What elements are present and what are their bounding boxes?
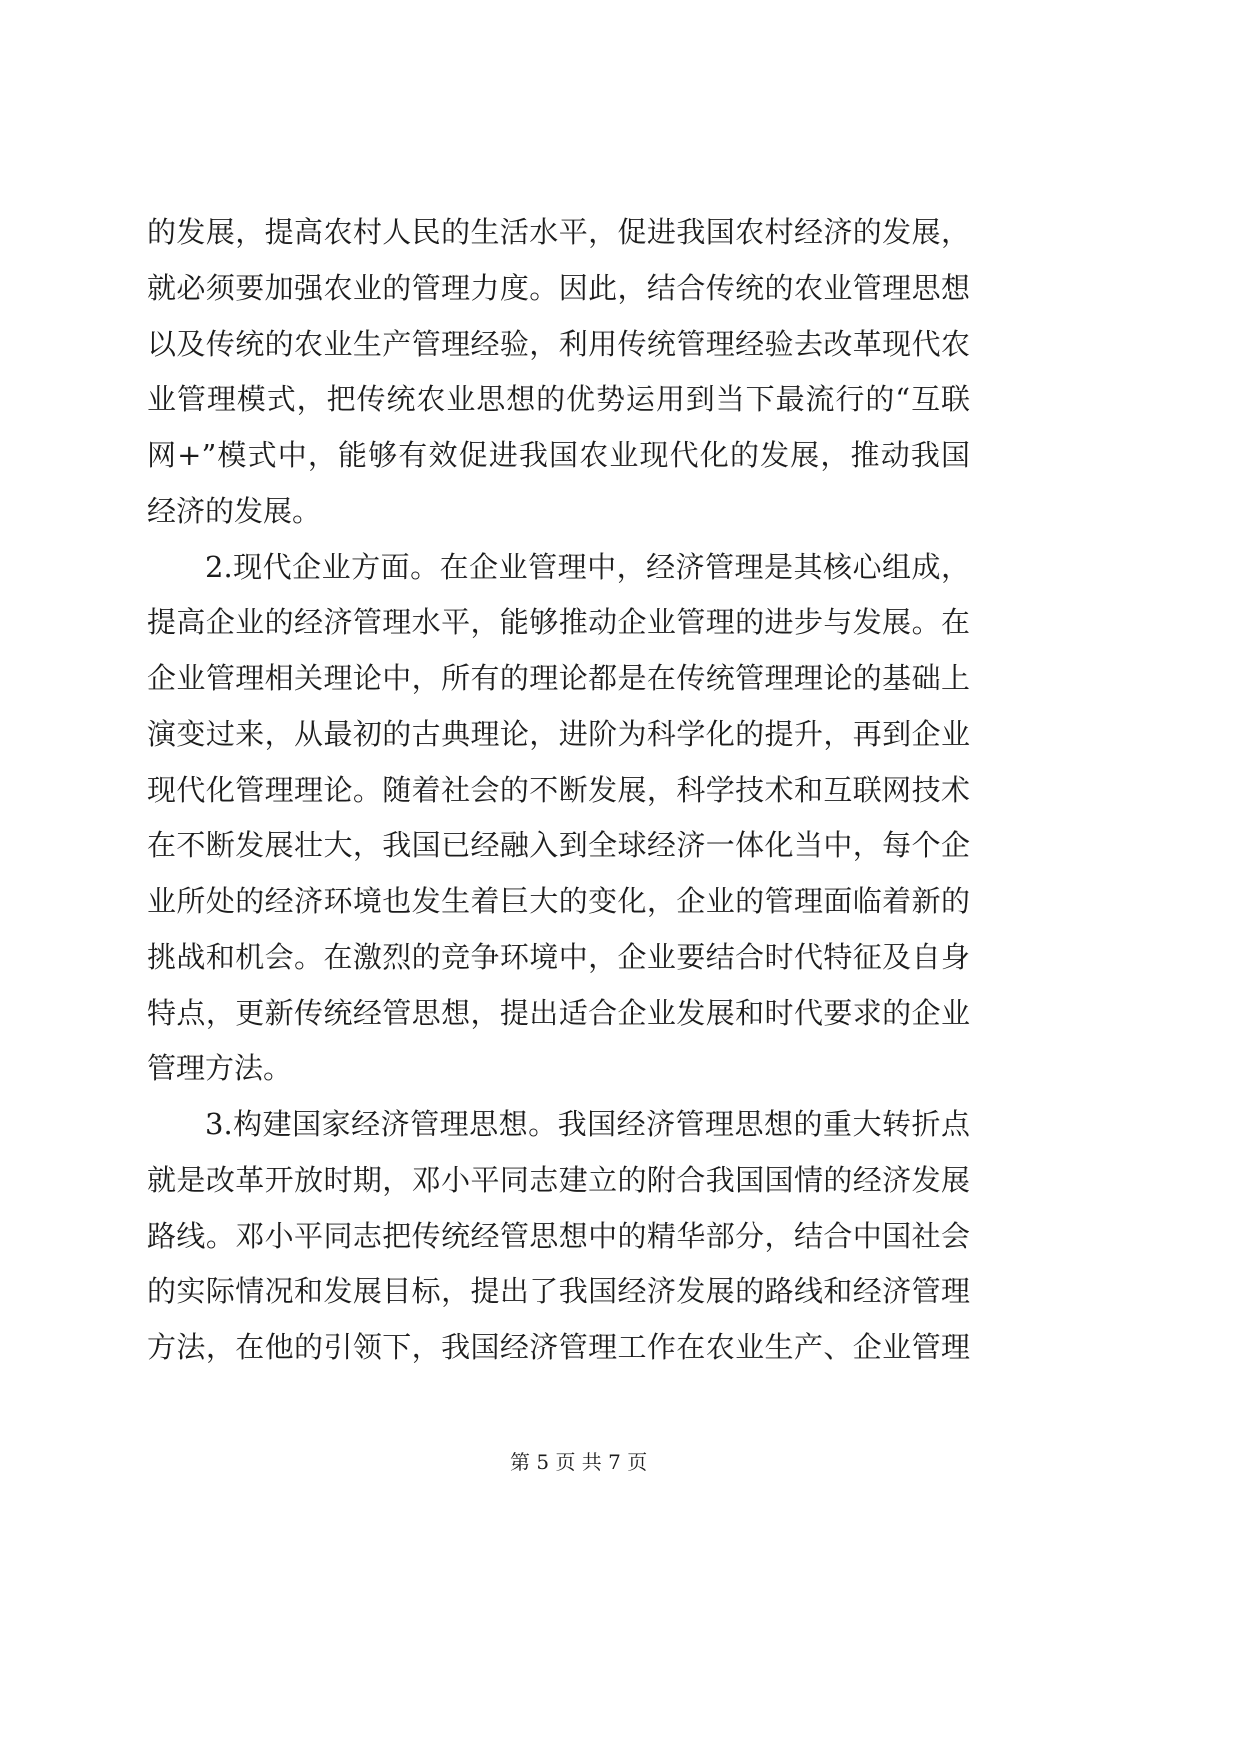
text-line: 演变过来，从最初的古典理论，进阶为科学化的提升，再到企业 <box>147 716 970 751</box>
text-line: 企业管理相关理论中，所有的理论都是在传统管理理论的基础上 <box>147 661 970 695</box>
text-line: 提高企业的经济管理水平，能够推动企业管理的进步与发展。在 <box>147 605 970 640</box>
text-line: 特点，更新传统经管思想，提出适合企业发展和时代要求的企业 <box>147 995 970 1030</box>
text-line: 的发展，提高农村人民的生活水平，促进我国农村经济的发展， <box>147 215 970 249</box>
text-line: 以及传统的农业生产管理经验，利用传统管理经验去改革现代农 <box>147 326 970 361</box>
text-line: 路线。邓小平同志把传统经管思想中的精华部分，结合中国社会 <box>147 1218 970 1253</box>
text-line: 网+”模式中，能够有效促进我国农业现代化的发展，推动我国 <box>147 438 970 472</box>
text-line: 管理方法。 <box>147 1051 293 1086</box>
text-line: 方法，在他的引领下，我国经济管理工作在农业生产、企业管理 <box>147 1330 970 1364</box>
text-line: 经济的发展。 <box>147 493 322 528</box>
text-line: 业所处的经济环境也发生着巨大的变化，企业的管理面临着新的 <box>147 884 970 918</box>
paragraph <box>147 1097 970 1376</box>
text-line: 业管理模式，把传统农业思想的优势运用到当下最流行的“互联 <box>147 382 970 417</box>
paragraph <box>147 205 970 540</box>
text-line: 3.构建国家经济管理思想。我国经济管理思想的重大转折点 <box>205 1107 970 1141</box>
text-line: 就是改革开放时期，邓小平同志建立的附合我国国情的经济发展 <box>147 1162 970 1197</box>
text-line: 在不断发展壮大，我国已经融入到全球经济一体化当中，每个企 <box>147 828 970 863</box>
paragraph <box>147 540 970 1098</box>
page-footer: 第 5 页 共 7 页 <box>510 1450 648 1474</box>
text-line: 现代化管理理论。随着社会的不断发展，科学技术和互联网技术 <box>147 772 970 807</box>
text-line: 的实际情况和发展目标，提出了我国经济发展的路线和经济管理 <box>147 1274 970 1309</box>
text-line: 挑战和机会。在激烈的竞争环境中，企业要结合时代特征及自身 <box>147 939 970 974</box>
document-body <box>147 205 970 1376</box>
text-line: 2.现代企业方面。在企业管理中，经济管理是其核心组成， <box>205 549 970 584</box>
text-line: 就必须要加强农业的管理力度。因此，结合传统的农业管理思想 <box>147 270 970 305</box>
